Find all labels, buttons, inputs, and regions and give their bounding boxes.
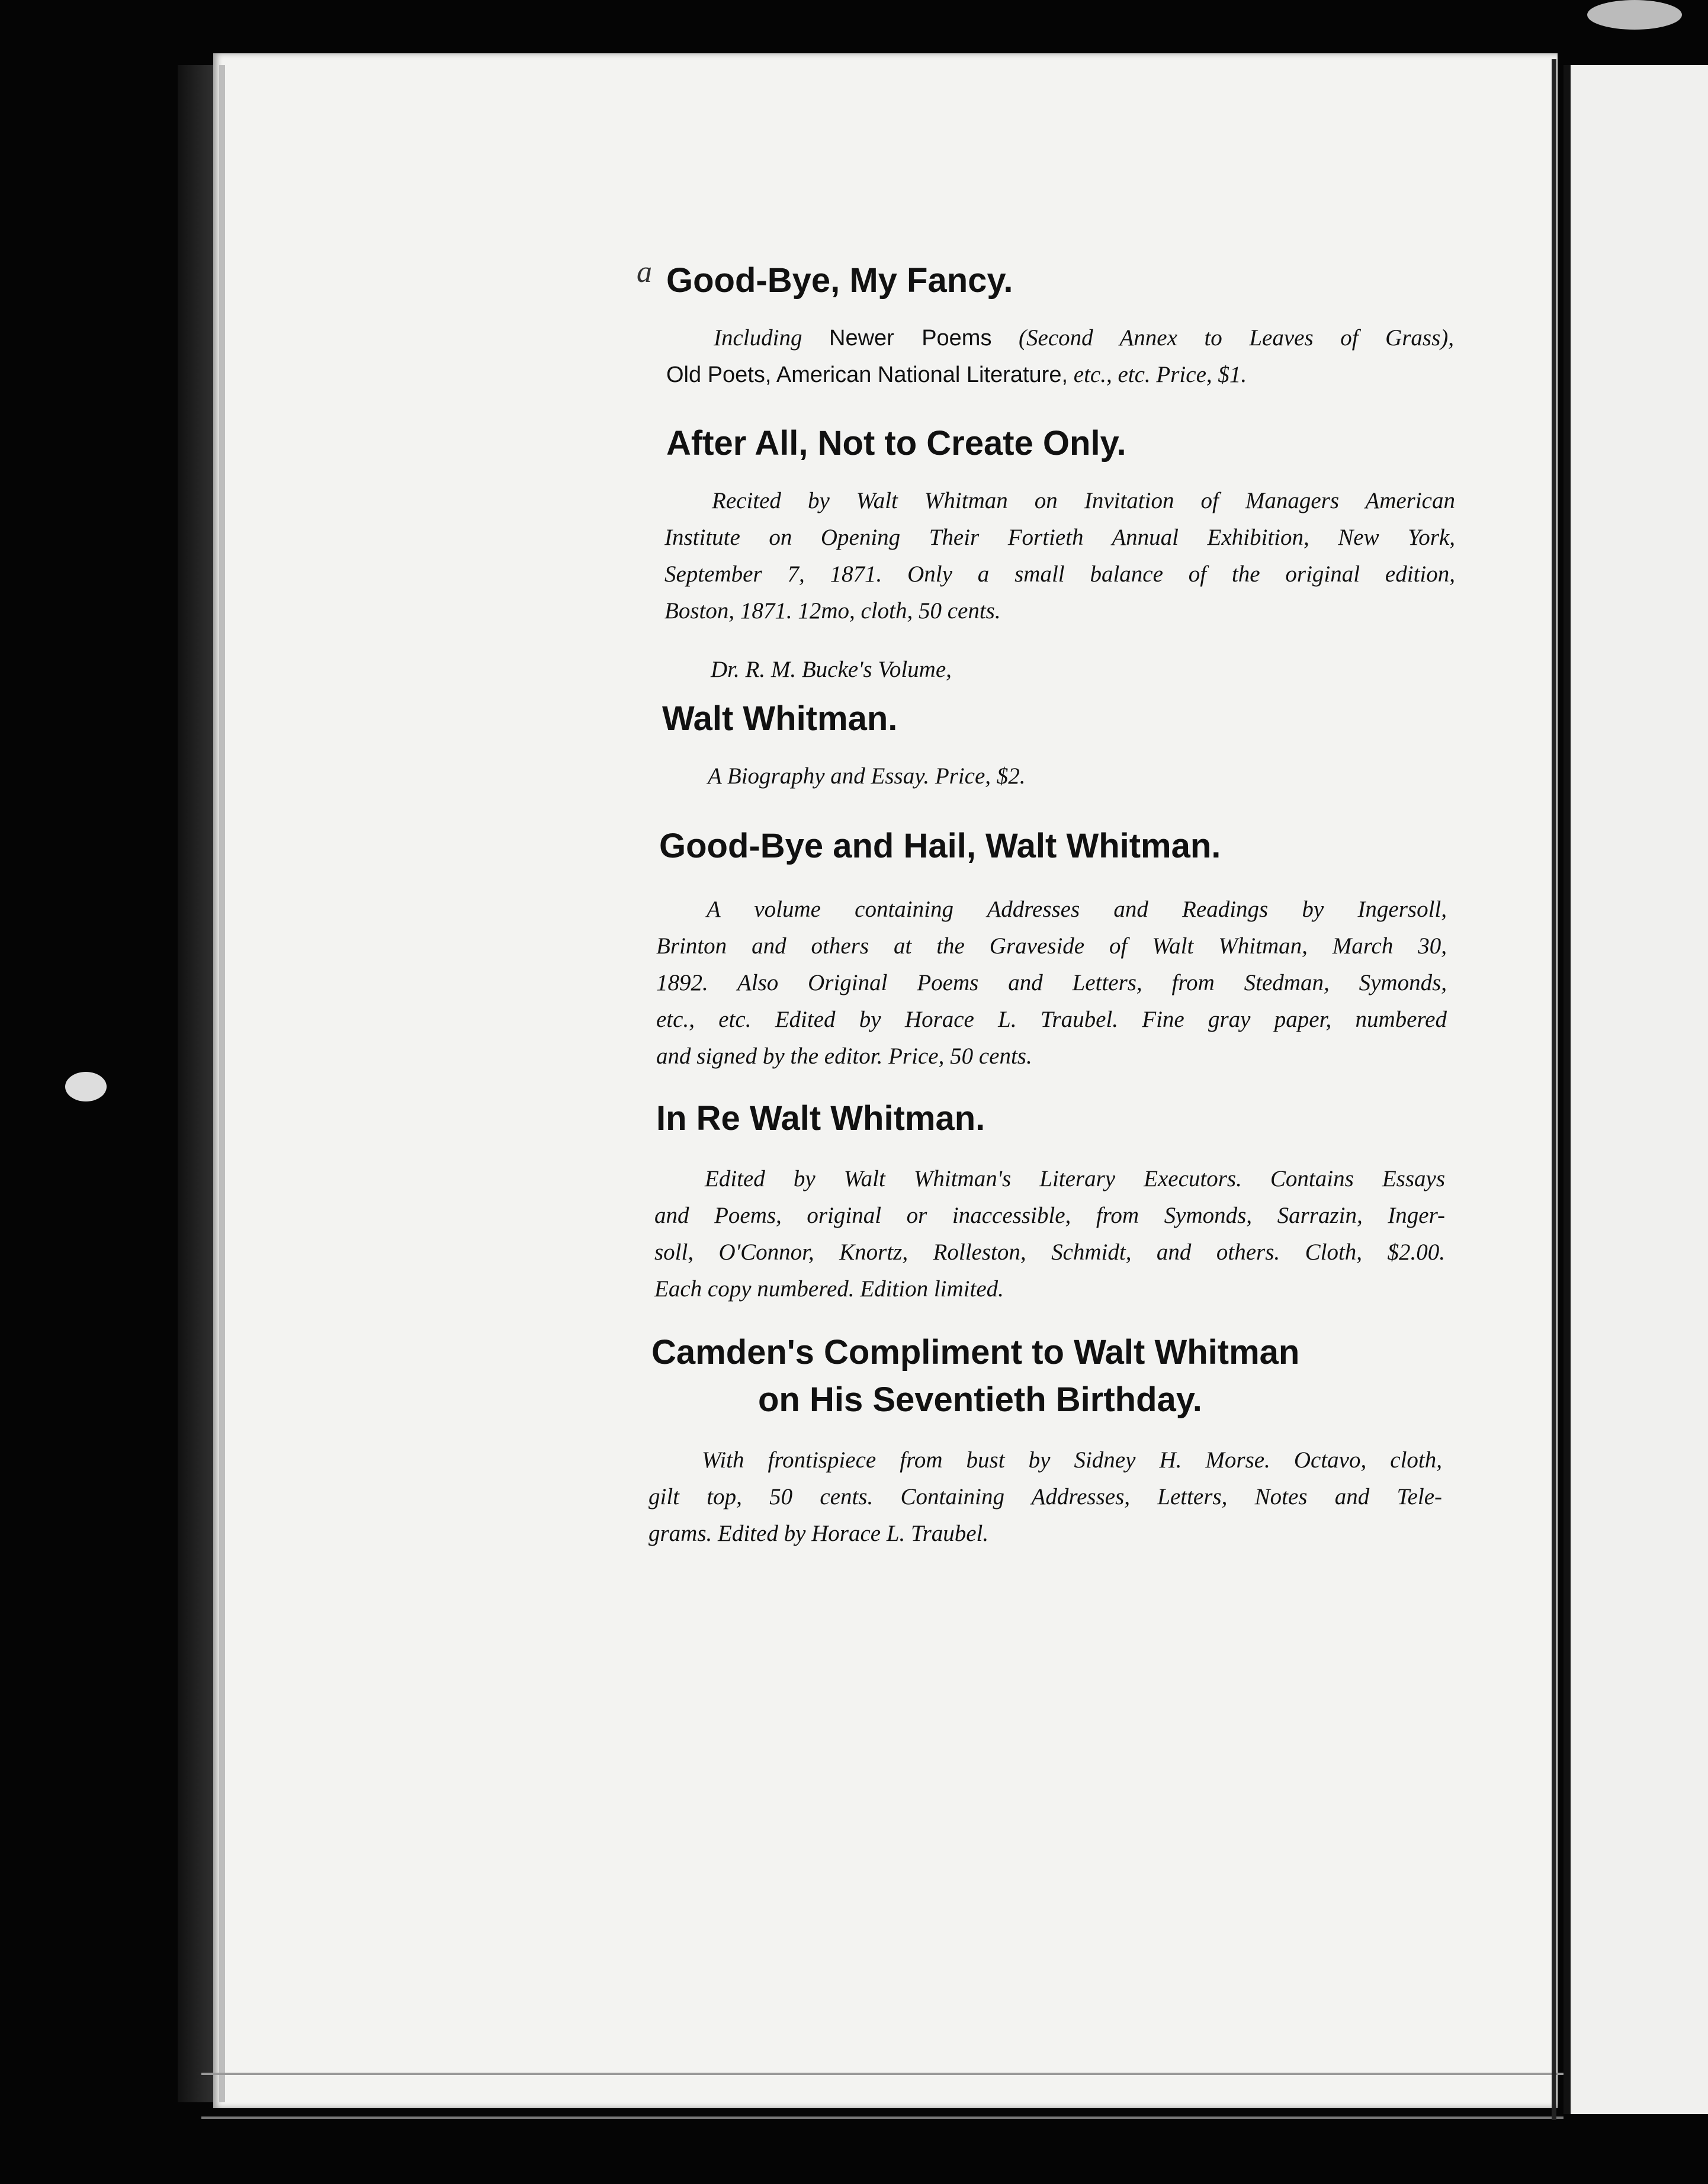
section-title-camdens-compliment-line-2: on His Seventieth Birthday. xyxy=(758,1380,1202,1419)
section-body-walt-whitman xyxy=(708,758,1241,795)
body-line: and Poems, original or inaccessible, from Symonds, Sarrazin, Inger- xyxy=(654,1203,1445,1228)
handwritten-margin-mark: a xyxy=(637,255,652,289)
text-segment: Including xyxy=(714,325,830,351)
section-body-camdens-compliment xyxy=(648,1442,1442,1552)
text-segment: etc., etc. Price, $1. xyxy=(1068,362,1247,387)
body-line: Each copy numbered. Edition limited. xyxy=(654,1276,1004,1302)
body-line: Dr. R. M. Bucke's Volume, xyxy=(711,657,952,682)
body-line: soll, O'Connor, Knortz, Rolleston, Schmidt, and others. Cloth, $2.00. xyxy=(654,1239,1445,1265)
scan-speck xyxy=(65,1072,107,1101)
scan-speck xyxy=(1587,0,1682,30)
text-segment: Old Poets, American National Literature, xyxy=(666,362,1068,387)
body-line xyxy=(666,356,1454,393)
body-line: 1892. Also Original Poems and Letters, from Stedman, Symonds, xyxy=(656,970,1447,995)
body-line: and signed by the editor. Price, 50 cents. xyxy=(656,1043,1032,1069)
body-line: grams. Edited by Horace L. Traubel. xyxy=(648,1521,989,1546)
body-line: Brinton and others at the Graveside of Walt Whitman, March 30, xyxy=(656,933,1447,959)
page-bottom-edges xyxy=(201,2073,1563,2119)
body-line: A volume containing Addresses and Readings by Ingersoll, xyxy=(707,897,1447,922)
body-line: etc., etc. Edited by Horace L. Traubel. Fine gray paper, numbered xyxy=(656,1007,1447,1032)
page-gutter-line xyxy=(1552,59,1556,2120)
body-line xyxy=(666,320,1454,356)
section-title-walt-whitman: Walt Whitman. xyxy=(662,699,898,738)
facing-page-strip xyxy=(1563,65,1708,2114)
text-segment: Newer Poems xyxy=(829,326,992,351)
body-line: Institute on Opening Their Fortieth Annual Exhibition, New York, xyxy=(664,525,1455,550)
section-title-good-bye-and-hail: Good-Bye and Hail, Walt Whitman. xyxy=(659,827,1221,865)
section-body-after-all xyxy=(664,483,1455,629)
section-title-after-all: After All, Not to Create Only. xyxy=(666,424,1126,463)
body-line: September 7, 1871. Only a small balance of the original edition, xyxy=(664,561,1455,587)
body-line: A Biography and Essay. Price, $2. xyxy=(708,763,1026,789)
bucke-volume-note xyxy=(711,651,1184,688)
section-title-in-re-walt-whitman: In Re Walt Whitman. xyxy=(656,1099,985,1138)
body-line: gilt top, 50 cents. Containing Addresses, Letters, Notes and Tele- xyxy=(648,1484,1442,1509)
body-line: Boston, 1871. 12mo, cloth, 50 cents. xyxy=(664,598,1001,624)
section-body-in-re-walt-whitman xyxy=(654,1161,1445,1308)
text-segment: (Second Annex to Leaves of Grass), xyxy=(991,325,1455,351)
section-title-good-bye-my-fancy: Good-Bye, My Fancy. xyxy=(666,261,1013,300)
body-line: With frontispiece from bust by Sidney H. Morse. Octavo, cloth, xyxy=(702,1447,1442,1473)
page-left-border xyxy=(219,65,225,2102)
body-line: Recited by Walt Whitman on Invitation of Managers American xyxy=(712,488,1455,513)
body-line: Edited by Walt Whitman's Literary Executors. Contains Essays xyxy=(705,1166,1445,1191)
section-body-good-bye-and-hail xyxy=(656,891,1447,1075)
section-title-camdens-compliment-line-1: Camden's Compliment to Walt Whitman xyxy=(651,1333,1300,1372)
section-body-good-bye-my-fancy xyxy=(666,320,1454,393)
